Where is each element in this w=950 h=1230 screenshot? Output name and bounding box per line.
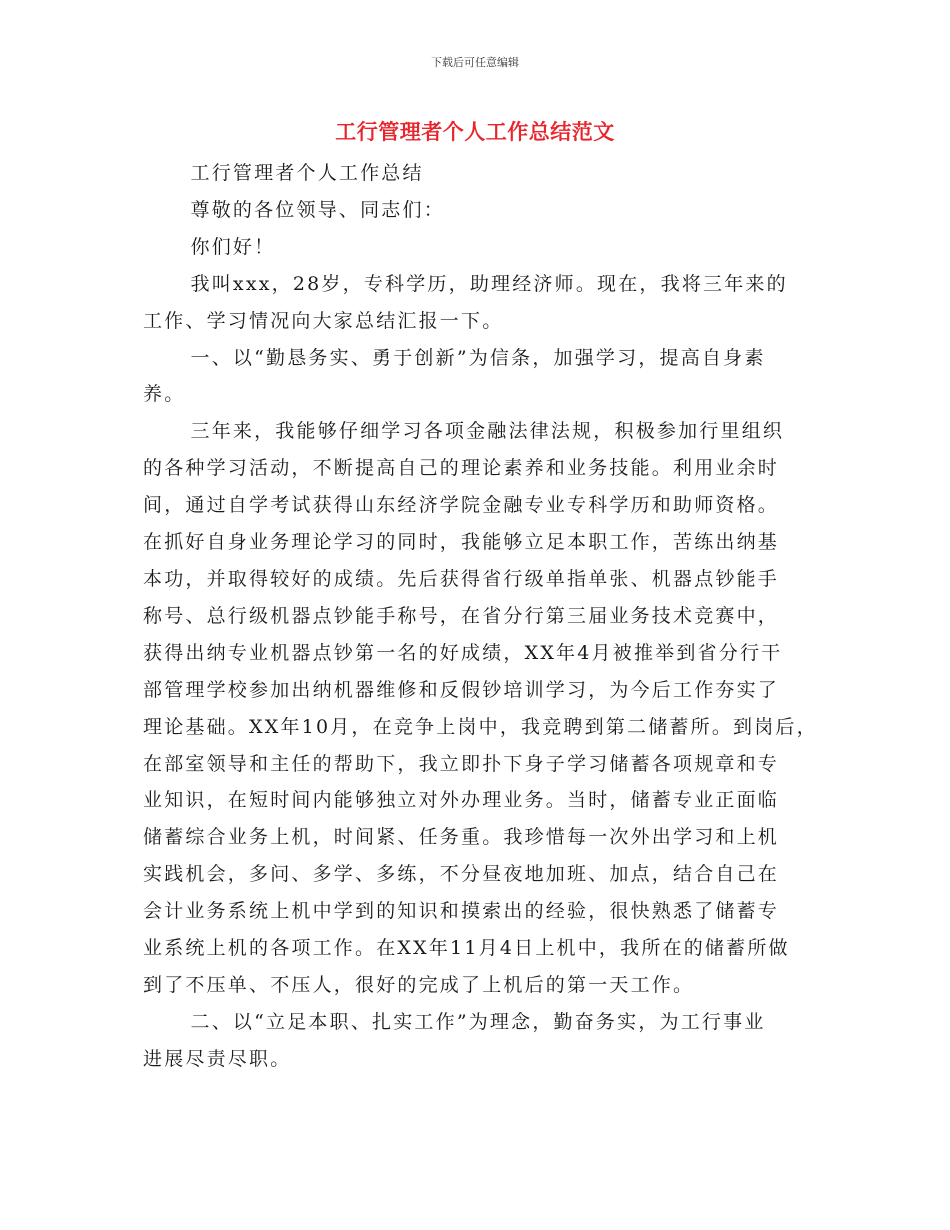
section-one-body: 三年来，我能够仔细学习各项金融法律法规，积极参加行里组织 的各种学习活动，不断提高自己的理论素养和业务技能。利用业余时 间，通过自学考试获得山东经济学院金融专业专科学历和助师资格。 在抓好自身业务理论学习的同时，我能够立足本职工作，苦练出纳基 本功，并取得较好的成绩。先后获得省行级单指单张、机器点钞能手 称号、总行级机器点钞能手称号，在省分行第三届业务技术竞赛中， 获得出纳专业机器点钞第一名的好成绩，XX年4月被推举到省分行干 部管理学校参加出纳机器维修和反假钞培训学习，为今后工作夯实了 理论基础。XX年10月，在竞争上岗中，我竞聘到第二储蓄所。到岗后， 在部室领导和主任的帮助下，我立即扑下身子学习储蓄各项规章和专 业知识，在短时间内能够独立对外办理业务。当时，储蓄专业正面临 储蓄综合业务上机，时间紧、任务重。我珍惜每一次外出学习和上机 实践机会，多问、多学、多练，不分昼夜地加班、加点，结合自己在 会计业务系统上机中学到的知识和摸索出的经验，很快熟悉了储蓄专 业系统上机的各项工作。在XX年11月4日上机中，我所在的储蓄所做 到了不压单、不压人，很好的完成了上机后的第一天工作。 (143, 420, 818, 996)
document-body (143, 155, 823, 1078)
document-title: 工行管理者个人工作总结范文 (335, 119, 615, 144)
section-two-heading: 二、以“立足本职、扎实工作”为理念，勤奋务实，为工行事业 进展尽责尽职。 (143, 1010, 766, 1070)
header-note: 下载后可任意编辑 (431, 56, 519, 69)
greeting-paragraph: 你们好！ (190, 235, 276, 258)
subtitle-paragraph: 工行管理者个人工作总结 (190, 162, 424, 184)
section-one-heading: 一、以“勤恳务实、勇于创新”为信条，加强学习，提高自身素 养。 (143, 346, 766, 406)
intro-paragraph: 我叫xxx，28岁，专科学历，助理经济师。现在，我将三年来的 工作、学习情况向大家总结汇报一下。 (143, 272, 788, 332)
salutation-paragraph: 尊敬的各位领导、同志们： (190, 198, 445, 221)
